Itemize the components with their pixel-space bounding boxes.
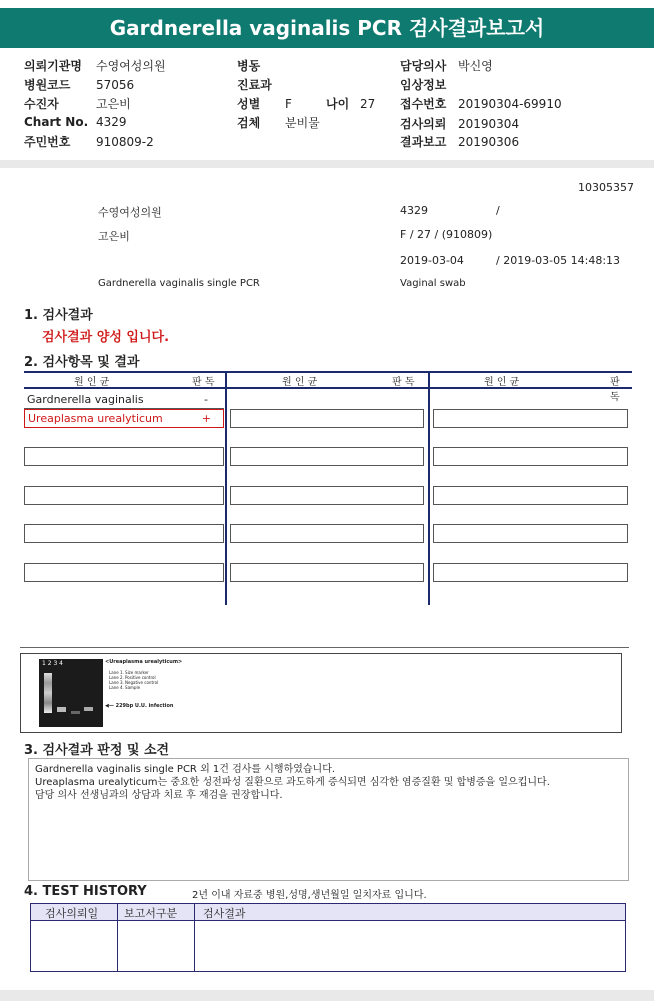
info-chart: 4329	[400, 204, 428, 217]
empty-cell	[433, 524, 628, 543]
organism-name: Gardnerella vaginalis	[27, 393, 144, 406]
header-value: 27	[360, 97, 376, 111]
header-value: 57056	[96, 78, 135, 92]
header-key: 의뢰기관명	[24, 59, 82, 73]
col-header-result: 판 독	[392, 377, 415, 388]
column-divider	[194, 903, 195, 921]
header-value: 20190304-69910	[458, 97, 562, 111]
header-report-row	[400, 133, 519, 150]
header-key: 임상정보	[400, 78, 447, 92]
empty-cell	[230, 563, 424, 582]
header-key: 접수번호	[400, 97, 447, 111]
empty-cell	[230, 524, 424, 543]
header-key: 담당의사	[400, 59, 447, 73]
empty-cell	[230, 486, 424, 505]
history-table-body	[30, 921, 626, 972]
history-col-date: 검사의뢰일	[45, 907, 99, 920]
header-key: Chart No.	[24, 115, 89, 129]
info-test: Gardnerella vaginalis single PCR	[98, 278, 260, 289]
gel-lane-labels: 1 2 3 4	[42, 660, 63, 667]
header-doctor-row	[400, 57, 493, 74]
header-value: F	[285, 97, 292, 111]
header-key: 진료과	[237, 78, 272, 92]
header-key: 수진자	[24, 97, 59, 111]
empty-cell	[230, 447, 424, 466]
header-key: 병동	[237, 59, 261, 73]
header-chart-row	[24, 115, 127, 129]
column-divider	[428, 371, 430, 605]
header-key: 결과보고	[400, 135, 447, 149]
col-header-organism: 원 인 균	[282, 377, 318, 388]
empty-cell	[433, 486, 628, 505]
header-department-row	[237, 76, 285, 93]
section2-title: 2. 검사항목 및 결과	[24, 355, 140, 370]
col-header-organism: 원 인 균	[484, 377, 520, 388]
header-ward-row	[237, 57, 285, 74]
info-date-reported: / 2019-03-05 14:48:13	[496, 254, 621, 267]
header-value: 박신영	[458, 59, 493, 73]
history-col-type: 보고서구분	[124, 907, 178, 920]
gel-band	[71, 711, 80, 714]
divider	[20, 647, 629, 648]
history-note: 2년 이내 자료중 병원,성명,생년월일 일치자료 입니다.	[192, 890, 427, 901]
col-header-organism: 원 인 균	[74, 377, 110, 388]
info-gender-age: F / 27 / (910809)	[400, 228, 493, 241]
legend-item: Lane 3. Negative control	[109, 680, 159, 685]
positive-result-row	[24, 409, 224, 428]
header-key: 성별	[237, 97, 261, 111]
header-key: 검사의뢰	[400, 117, 447, 131]
header-clinical-info-row	[400, 76, 458, 93]
gel-marker-lane	[44, 673, 52, 713]
empty-cell	[230, 409, 424, 428]
opinion-line: Ureaplasma urealyticum는 중요한 성전파성 질환으로 과도하게 증식되면 심각한 염증질환 및 합병증을 일으킵니다.	[35, 777, 550, 788]
header-receipt-row	[400, 95, 562, 112]
col-header-result: 판 독	[610, 377, 620, 403]
gel-arrow-label: ◀— 229bp U.U. infection	[105, 703, 174, 709]
header-value: 20190304	[458, 117, 520, 131]
empty-cell	[433, 563, 628, 582]
legend-item: Lane 1. Size marker	[109, 670, 149, 675]
opinion-line: 담당 의사 선생님과의 상담과 치료 후 재검을 권장합니다.	[35, 790, 283, 801]
column-divider	[194, 921, 195, 971]
info-specimen: Vaginal swab	[400, 278, 466, 289]
header-hospital-code-row	[24, 76, 134, 93]
separator	[0, 990, 654, 1001]
organism-result: -	[204, 393, 208, 406]
result-summary: 검사결과 양성 입니다.	[42, 330, 170, 345]
header-specimen-row	[237, 114, 320, 131]
header-value: 고은비	[96, 97, 131, 111]
gel-image-box	[20, 653, 622, 733]
header-request-row	[400, 115, 519, 132]
column-divider	[117, 921, 118, 971]
gel-image	[39, 659, 103, 727]
empty-cell	[24, 524, 224, 543]
header-clinic-row	[24, 57, 166, 74]
gel-heading: <Ureaplasma urealyticum>	[105, 659, 183, 665]
header-key: 주민번호	[24, 135, 71, 149]
history-table-header	[30, 903, 626, 921]
col-header-result: 판 독	[192, 377, 215, 388]
organism-result: +	[201, 412, 211, 425]
empty-cell	[433, 447, 628, 466]
section1-title: 1. 검사결과	[24, 308, 93, 323]
report-title: Gardnerella vaginalis PCR 검사결과보고서	[0, 8, 654, 48]
legend-item: Lane 4. Sample	[109, 685, 141, 690]
header-value: 20190306	[458, 135, 520, 149]
report-code: 10305357	[578, 181, 634, 194]
header-id-row	[24, 133, 154, 150]
info-date-received: 2019-03-04	[400, 254, 464, 267]
header-key: 검체	[237, 116, 261, 130]
opinion-box	[28, 758, 629, 881]
header-value: 분비물	[285, 116, 320, 130]
gel-band	[57, 707, 66, 712]
column-divider	[117, 903, 118, 921]
header-value: 수영여성의원	[96, 59, 166, 73]
empty-cell	[433, 409, 628, 428]
separator	[0, 160, 654, 168]
header-gender-row	[237, 95, 292, 112]
opinion-line: Gardnerella vaginalis single PCR 외 1건 검사를 시행하였습니다.	[35, 764, 336, 775]
empty-cell	[24, 447, 224, 466]
organism-name: Ureaplasma urealyticum	[28, 412, 163, 425]
header-patient-row	[24, 95, 131, 112]
empty-cell	[24, 563, 224, 582]
section3-title: 3. 검사결과 판정 및 소견	[24, 743, 170, 758]
info-slash: /	[496, 204, 500, 217]
empty-cell	[24, 486, 224, 505]
header-key: 나이	[326, 97, 350, 111]
info-patient: 고은비	[98, 230, 130, 243]
legend-item: Lane 2. Positive control	[109, 675, 156, 680]
header-value: 910809-2	[96, 135, 154, 149]
gel-band	[84, 707, 93, 711]
column-divider	[225, 371, 227, 605]
header-key: 병원코드	[24, 78, 71, 92]
history-col-result: 검사결과	[203, 907, 246, 920]
info-clinic: 수영여성의원	[98, 206, 162, 219]
header-value: 4329	[96, 115, 127, 129]
gel-legend	[109, 670, 158, 690]
section4-title: 4. TEST HISTORY	[24, 884, 147, 899]
header-age-row	[326, 95, 375, 112]
